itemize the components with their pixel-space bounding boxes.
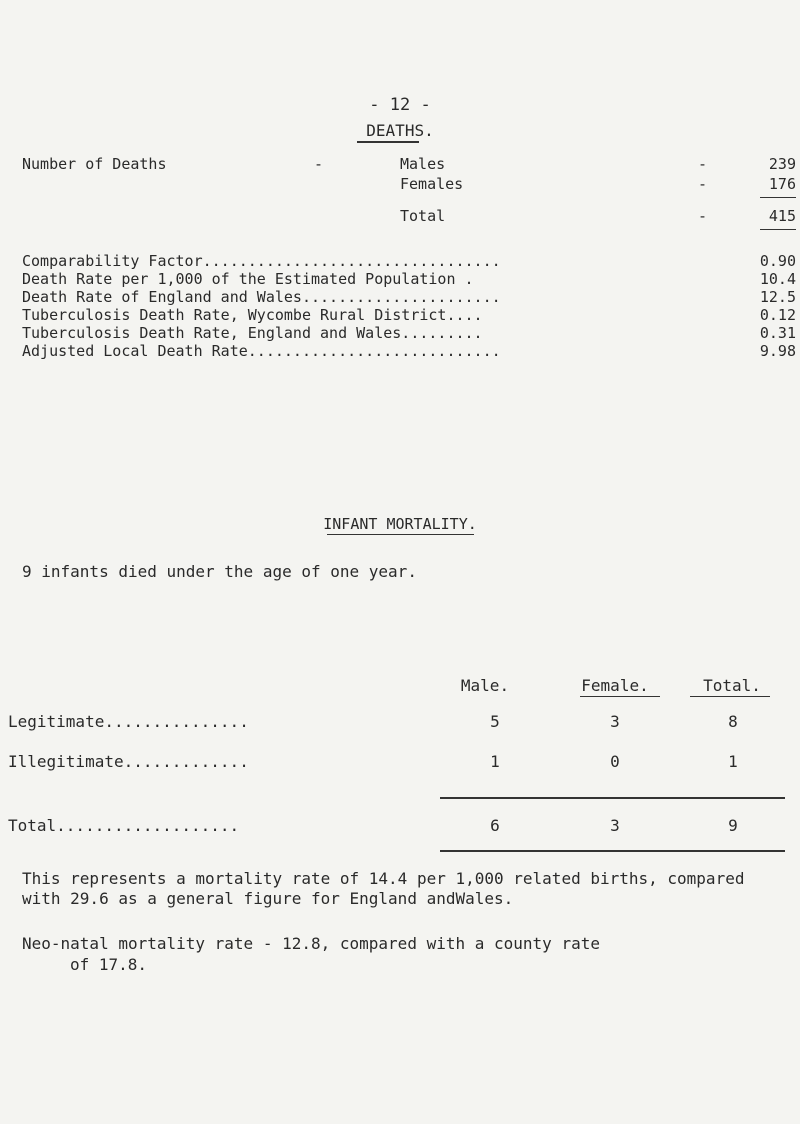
rate-death-rate-label: Death Rate per 1,000 of the Estimated Population . <box>22 270 474 288</box>
rate-comparability-factor-label: Comparability Factor................................. <box>22 252 501 270</box>
total-label: Total <box>400 207 446 225</box>
table-row-total-male: 6 <box>490 816 500 835</box>
table-row-legitimate-female: 3 <box>610 712 620 731</box>
males-label: Males <box>400 155 446 173</box>
deaths-label-dash: - <box>314 155 324 173</box>
table-row-illegitimate-label: Illegitimate............. <box>8 752 249 771</box>
rate-adjusted-value: 9.98 <box>759 342 796 360</box>
rate-england-wales-label: Death Rate of England and Wales...................... <box>22 288 501 306</box>
rate-tb-england-label: Tuberculosis Death Rate, England and Wales......... <box>22 324 483 342</box>
rate-tb-local-label: Tuberculosis Death Rate, Wycombe Rural District.... <box>22 306 483 324</box>
rate-tb-england-value: 0.31 <box>759 324 796 342</box>
deaths-sum-rule <box>760 197 796 198</box>
rate-england-wales-value: 12.5 <box>759 288 796 306</box>
deaths-label: Number of Deaths <box>22 155 167 173</box>
table-row-total-label: Total................... <box>8 816 240 835</box>
rate-death-rate-value: 10.4 <box>759 270 796 288</box>
males-dash: - <box>698 155 708 173</box>
rate-adjusted-label: Adjusted Local Death Rate............................ <box>22 342 501 360</box>
infant-intro: 9 infants died under the age of one year. <box>22 562 417 581</box>
table-row-legitimate-total: 8 <box>728 712 738 731</box>
total-value: 415 <box>768 207 796 225</box>
title-underline <box>357 141 419 143</box>
page-number: - 12 - <box>369 95 431 115</box>
table-total-top-rule <box>440 797 785 799</box>
col-female-header: Female. <box>581 676 649 695</box>
table-row-legitimate-male: 5 <box>490 712 500 731</box>
col-male-header: Male. <box>460 676 510 695</box>
table-row-illegitimate-female: 0 <box>610 752 620 771</box>
table-total-bottom-rule <box>440 850 785 852</box>
males-value: 239 <box>768 155 796 173</box>
total-underline <box>760 229 796 230</box>
page-title: DEATHS. <box>366 121 434 140</box>
rate-tb-local-value: 0.12 <box>759 306 796 324</box>
total-header-rule <box>690 696 770 697</box>
col-total-header: Total. <box>703 676 761 695</box>
total-dash: - <box>698 207 708 225</box>
mortality-paragraph: This represents a mortality rate of 14.4 per 1,000 related births, compared with 29.6 as a general figure for England andWales. <box>22 869 745 908</box>
female-header-rule <box>580 696 660 697</box>
table-row-total-female: 3 <box>610 816 620 835</box>
infant-mortality-heading: INFANT MORTALITY. <box>323 515 477 533</box>
females-label: Females <box>400 175 464 193</box>
infant-heading-underline <box>327 534 474 535</box>
rate-comparability-factor-value: 0.90 <box>759 252 796 270</box>
table-row-legitimate-label: Legitimate............... <box>8 712 249 731</box>
table-row-total-total: 9 <box>728 816 738 835</box>
table-row-illegitimate-male: 1 <box>490 752 500 771</box>
table-row-illegitimate-total: 1 <box>728 752 738 771</box>
neonatal-line-2: of 17.8. <box>70 955 148 974</box>
females-value: 176 <box>768 175 796 193</box>
females-dash: - <box>698 175 708 193</box>
neonatal-line-1: Neo-natal mortality rate - 12.8, compared with a county rate <box>22 934 600 953</box>
